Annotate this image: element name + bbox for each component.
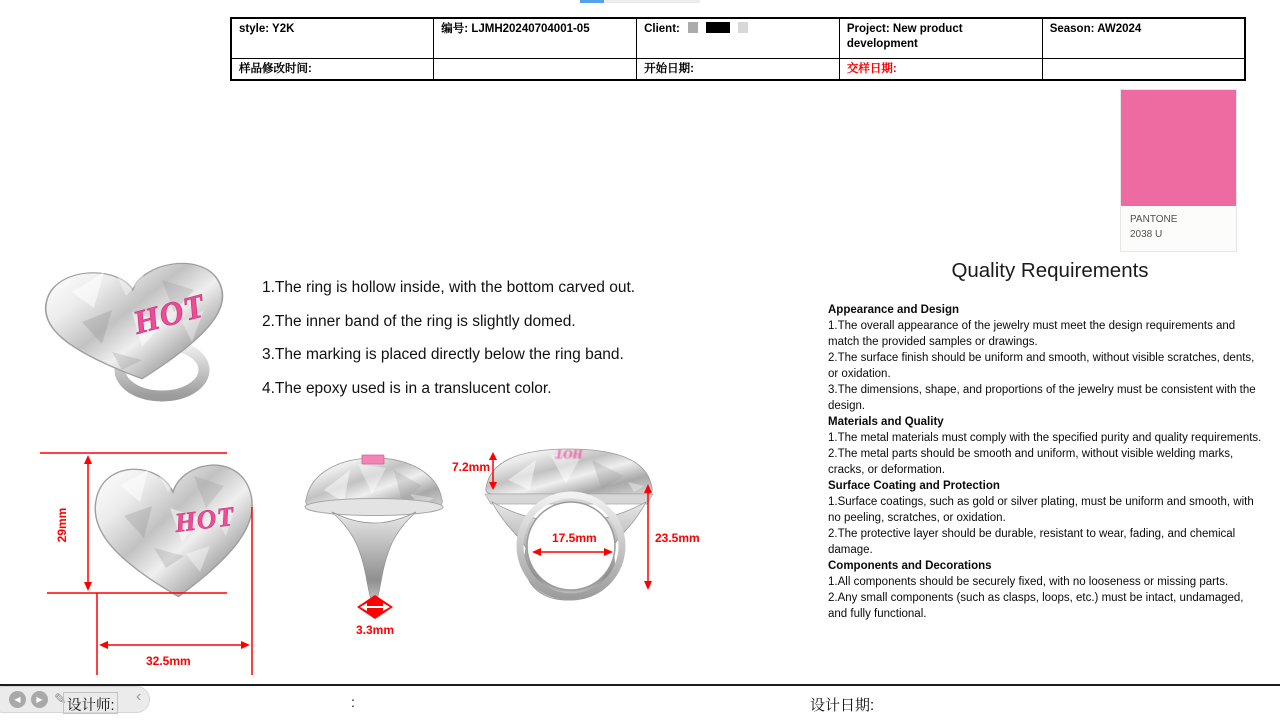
cell-client xyxy=(637,18,840,59)
cell-project: Project: New product development xyxy=(839,18,1042,59)
finger-hole xyxy=(527,502,615,590)
spec-notes xyxy=(262,277,732,411)
spec-header-table xyxy=(230,17,1246,81)
qr-item: 1.Surface coatings, such as gold or silver plating, must be uniform and smooth, with no peeling, scratches, or oxidation. xyxy=(828,496,1254,524)
qr-item: 2.The metal parts should be smooth and uniform, without visible welding marks, cracks, or deformation. xyxy=(828,448,1234,476)
dim-stone-height: 7.2mm xyxy=(452,460,491,474)
pantone-code: 2038 U xyxy=(1130,228,1163,240)
qr-heading: Appearance and Design xyxy=(828,304,960,316)
forward-icon: ▶ xyxy=(36,695,43,704)
cell-sample-due-date: 交样日期: xyxy=(839,59,1042,81)
qr-item: 3.The dimensions, shape, and proportions of the jewelry must be consistent with the design. xyxy=(828,384,1256,412)
pink-marker xyxy=(362,455,384,464)
qr-item: 2.Any small components (such as clasps, loops, etc.) must be intact, undamaged, and fully functional. xyxy=(828,592,1244,620)
qr-item: 1.All components should be securely fixed, with no looseness or missing parts. xyxy=(828,576,1229,588)
back-button[interactable] xyxy=(9,691,26,708)
dim-inner-diameter: 17.5mm xyxy=(552,531,597,545)
qr-item: 1.The metal materials must comply with the specified purity and quality requirements. xyxy=(828,432,1262,444)
engraving-text: HOT xyxy=(129,288,210,342)
footer-colon: : xyxy=(351,694,355,710)
client-label: Client: xyxy=(644,23,680,35)
qr-item: 2.The surface finish should be uniform and smooth, without visible scratches, dents, or oxidation. xyxy=(828,352,1255,380)
qr-heading: Components and Decorations xyxy=(828,560,992,572)
ring-front-view xyxy=(90,450,258,600)
cell-style: style: Y2K xyxy=(231,18,434,59)
forward-button[interactable] xyxy=(31,691,48,708)
qr-item: 1.The overall appearance of the jewelry must meet the design requirements and match the provided samples or drawings. xyxy=(828,320,1236,348)
dim-front-height: 29mm xyxy=(55,507,69,543)
client-redaction-block xyxy=(738,22,748,33)
design-date-label: 设计日期: xyxy=(810,697,875,714)
engraving-text: HOT xyxy=(173,500,237,538)
cell-sample-revision-time: 样品修改时间: xyxy=(231,59,434,81)
progress-fill xyxy=(580,0,604,3)
client-redaction-block xyxy=(706,22,730,33)
spec-note-2: 2.The inner band of the ring is slightly domed. xyxy=(262,312,576,330)
cell-empty xyxy=(434,59,637,81)
quality-requirements-body xyxy=(828,302,1265,622)
pantone-brand: PANTONE xyxy=(1130,214,1178,225)
pantone-swatch-card xyxy=(1120,89,1237,252)
designer-label: 设计师: xyxy=(67,698,115,714)
cell-season: Season: AW2024 xyxy=(1042,18,1245,59)
qr-heading: Surface Coating and Protection xyxy=(828,480,1000,492)
cell-start-date: 开始日期: xyxy=(637,59,840,81)
quality-requirements-title: Quality Requirements xyxy=(951,259,1149,282)
cell-empty xyxy=(1042,59,1245,81)
dim-band-width: 3.3mm xyxy=(356,623,395,637)
back-icon: ◀ xyxy=(14,695,21,704)
spec-note-4: 4.The epoxy used is in a translucent color. xyxy=(262,379,552,397)
hero-ring-render xyxy=(42,250,242,402)
qr-heading: Materials and Quality xyxy=(828,416,944,428)
ring-back-view xyxy=(480,442,658,602)
footer-divider xyxy=(0,684,1280,686)
edit-pencil-icon[interactable]: ✎ xyxy=(54,691,67,708)
ring-shank xyxy=(332,512,416,603)
ring-side-view xyxy=(300,450,448,612)
page-progress-bar xyxy=(580,0,700,3)
dim-front-width: 32.5mm xyxy=(146,654,191,668)
client-redaction-block xyxy=(688,22,698,33)
spec-note-1: 1.The ring is hollow inside, with the bottom carved out. xyxy=(262,279,636,296)
pantone-color-swatch xyxy=(1121,90,1236,206)
collapse-chevron-icon[interactable]: ‹ xyxy=(136,688,142,705)
qr-item: 2.The protective layer should be durable, resistant to wear, fading, and chemical damage. xyxy=(828,528,1236,556)
spec-note-3: 3.The marking is placed directly below the ring band. xyxy=(262,346,624,363)
stone-rim xyxy=(305,499,443,516)
dim-total-height: 23.5mm xyxy=(655,531,700,545)
engraving-text-back: HOT xyxy=(555,447,583,462)
cell-item-number: 编号: LJMH20240704001-05 xyxy=(434,18,637,59)
